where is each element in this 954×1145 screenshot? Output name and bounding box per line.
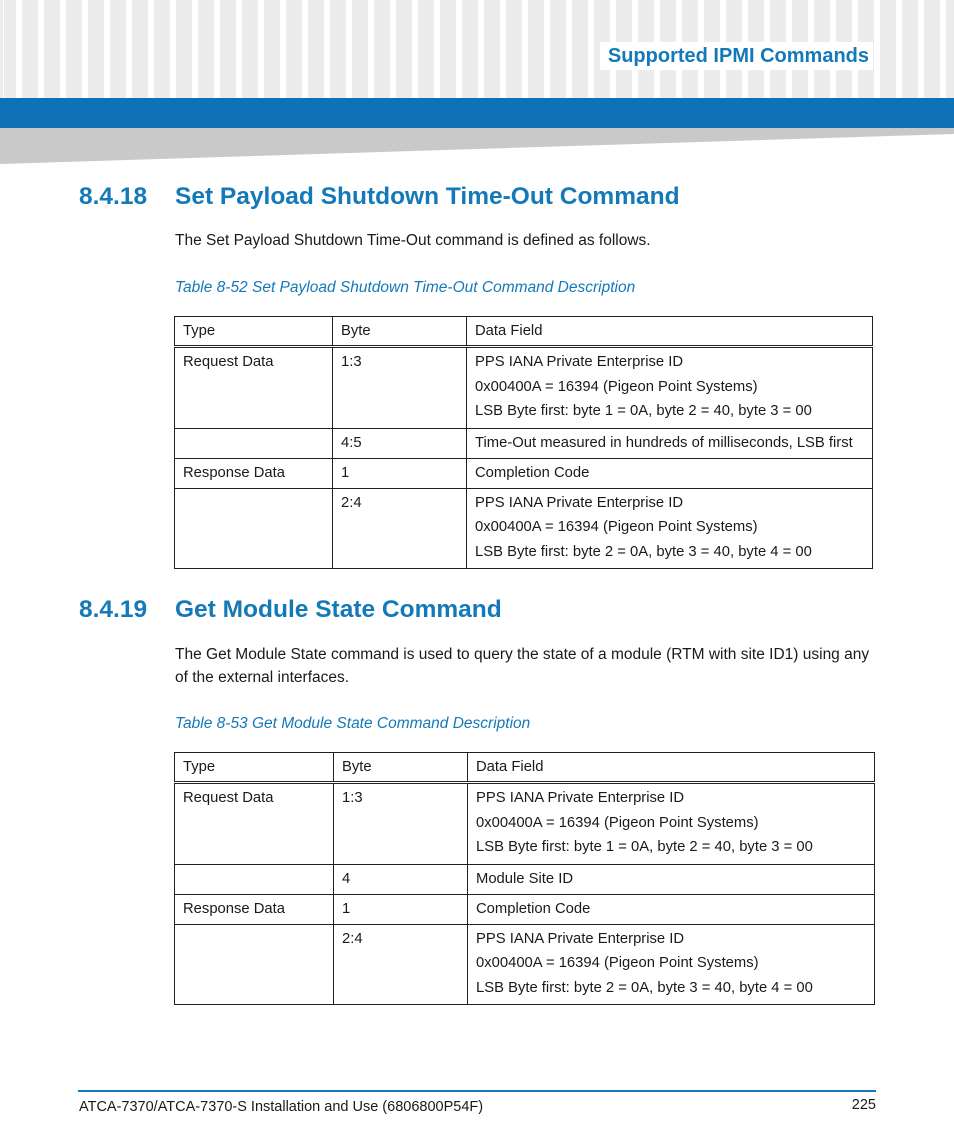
section-title: Get Module State Command: [175, 596, 502, 623]
data-line: PPS IANA Private Enterprise ID: [475, 494, 684, 511]
byte-cell: 4: [334, 864, 468, 894]
table-header-row: [175, 317, 873, 347]
table-caption: Table 8-53 Get Module State Command Description: [175, 715, 531, 732]
byte-cell: 1: [334, 894, 468, 924]
data-line: 0x00400A = 16394 (Pigeon Point Systems): [475, 519, 758, 535]
section-heading-8-4-19: [79, 596, 502, 624]
header-swoosh: [0, 128, 954, 164]
table-row: [175, 924, 875, 1005]
table-header-row: [175, 753, 875, 783]
column-header: Byte: [334, 753, 468, 783]
column-header: Byte: [333, 317, 467, 347]
byte-cell: 2:4: [333, 488, 467, 569]
byte-cell: 1:3: [334, 783, 468, 865]
footer-rule: [78, 1090, 876, 1092]
column-header: Data Field: [468, 753, 875, 783]
page-number: 225: [851, 1097, 876, 1113]
column-header: Type: [175, 317, 333, 347]
section-heading-8-4-18: [79, 183, 680, 211]
data-line: PPS IANA Private Enterprise ID: [476, 930, 685, 947]
data-line: 0x00400A = 16394 (Pigeon Point Systems): [476, 814, 759, 831]
command-table-8-52: [174, 316, 873, 569]
header-band: [0, 98, 954, 128]
data-line: 0x00400A = 16394 (Pigeon Point Systems): [476, 955, 759, 971]
data-line: LSB Byte first: byte 1 = 0A, byte 2 = 40, byte 3 = 00: [476, 839, 813, 855]
section-intro: The Set Payload Shutdown Time-Out command is defined as follows.: [175, 232, 651, 249]
section-title: Set Payload Shutdown Time-Out Command: [175, 183, 680, 210]
table-row: [175, 488, 873, 569]
data-line: LSB Byte first: byte 2 = 0A, byte 3 = 40, byte 4 = 00: [476, 979, 813, 996]
byte-cell: 2:4: [334, 924, 468, 1005]
data-field-cell: Completion Code: [468, 894, 875, 924]
byte-cell: 1:3: [333, 347, 467, 429]
data-field-cell: [467, 347, 873, 429]
data-field-cell: [468, 924, 875, 1005]
data-line: PPS IANA Private Enterprise ID: [476, 790, 685, 806]
byte-cell: 1: [333, 458, 467, 488]
table-row: [175, 347, 873, 429]
running-header-title: Supported IPMI Commands: [600, 42, 873, 70]
data-line: 0x00400A = 16394 (Pigeon Point Systems): [475, 378, 758, 395]
table-caption: Table 8-52 Set Payload Shutdown Time-Out Command Description: [175, 279, 636, 296]
column-header: Data Field: [467, 317, 873, 347]
type-cell: [175, 864, 334, 894]
byte-cell: 4:5: [333, 428, 467, 458]
type-cell: Response Data: [175, 458, 333, 488]
type-cell: Request Data: [175, 347, 333, 429]
table-row: [175, 894, 875, 924]
section-number: 8.4.19: [79, 596, 148, 623]
type-cell: [175, 428, 333, 458]
type-cell: Response Data: [175, 894, 334, 924]
type-cell: [175, 488, 333, 569]
type-cell: Request Data: [175, 783, 334, 865]
data-field-cell: Module Site ID: [468, 864, 875, 894]
footer-document-title: ATCA-7370/ATCA-7370-S Installation and Use (6806800P54F): [79, 1099, 484, 1115]
command-table-8-53: [174, 752, 875, 1005]
data-line: PPS IANA Private Enterprise ID: [475, 354, 684, 370]
table-row: [175, 783, 875, 865]
section-intro: The Get Module State command is used to query the state of a module (RTM with site ID1) using any of the external interfaces.: [175, 646, 870, 686]
data-field-cell: [467, 488, 873, 569]
data-field-cell: Time-Out measured in hundreds of milliseconds, LSB first: [467, 428, 873, 458]
table-row: [175, 458, 873, 488]
type-cell: [175, 924, 334, 1005]
data-field-cell: [468, 783, 875, 865]
data-field-cell: Completion Code: [467, 458, 873, 488]
table-row: [175, 864, 875, 894]
data-line: LSB Byte first: byte 1 = 0A, byte 2 = 40, byte 3 = 00: [475, 403, 812, 419]
table-row: [175, 428, 873, 458]
section-number: 8.4.18: [79, 183, 148, 210]
data-line: LSB Byte first: byte 2 = 0A, byte 3 = 40, byte 4 = 00: [475, 543, 812, 560]
column-header: Type: [175, 753, 334, 783]
